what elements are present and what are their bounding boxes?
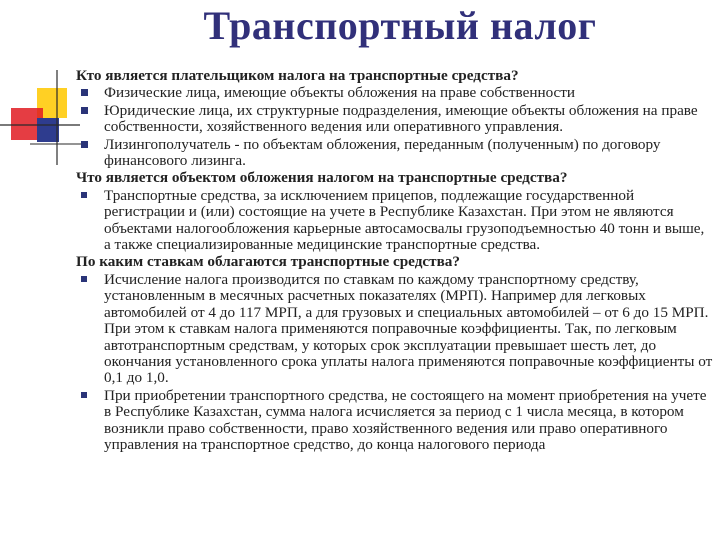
square-bullet-icon — [81, 392, 87, 398]
list-item-text: При приобретении транспортного средства, не состоящего на момент приобретения на учете в Республике Казахстан, сумма налога исчисляется за период с 1 числа месяца, в котором возникли право собственности, право хозяйственного ведения или право оперативного управления на транспортное средство, до конца налогового периода — [104, 386, 707, 453]
list-item — [76, 137, 714, 170]
list-item — [76, 388, 714, 454]
list-item-text: Лизингополучатель - по объектам обложения, переданным (полученным) по договору финансового лизинга. — [104, 135, 661, 170]
content-body — [76, 68, 714, 454]
list-item-text: Исчисление налога производится по ставкам по каждому транспортному средству, установленным в месячных расчетных показателях (МРП). Например для легковых автомобилей от 4 до 117 МРП, а для грузовых и специальных автомобилей – от 6 до 15 МРП. При этом к ставкам налога применяются поправочные коэффициенты. Так, по легковым автотранспортным средствам, у которых срок эксплуатации превышает шесть лет, до окончания установленного срока уплаты налога применяются поправочные коэффициенты от 0,1 до 1,0. — [104, 270, 713, 387]
deco-blue-square — [37, 118, 59, 142]
list-item — [76, 103, 714, 136]
page-title: Транспортный налог — [203, 3, 597, 48]
square-bullet-icon — [81, 276, 87, 282]
square-bullet-icon — [81, 89, 88, 96]
square-bullet-icon — [81, 192, 87, 198]
list-item-text: Юридические лица, их структурные подразделения, имеющие объекты обложения на праве собственности, хозяйственного ведения или оперативного управления. — [104, 101, 698, 136]
square-bullet-icon — [81, 107, 88, 114]
section-heading-rates: По каким ставкам облагаются транспортные средства? — [76, 253, 460, 271]
list-item — [76, 85, 714, 101]
list-item — [76, 272, 714, 387]
list-item-text: Физические лица, имеющие объекты обложения на праве собственности — [104, 84, 576, 102]
list-item-text: Транспортные средства, за исключением прицепов, подлежащие государственной регистрации и (или) состоящие на учете в Республике Казахстан. При этом не являются объектами налогообложения карьерные автосамосвалы грузоподъемностью 40 тонн и выше, а также специализированные медицинские транспортные средства. — [104, 186, 705, 254]
section-heading-object: Что является объектом обложения налогом на транспортные средства? — [76, 169, 568, 187]
list-item — [76, 188, 714, 254]
section-heading-payer: Кто является плательщиком налога на транспортные средства? — [76, 67, 519, 84]
square-bullet-icon — [81, 141, 88, 148]
